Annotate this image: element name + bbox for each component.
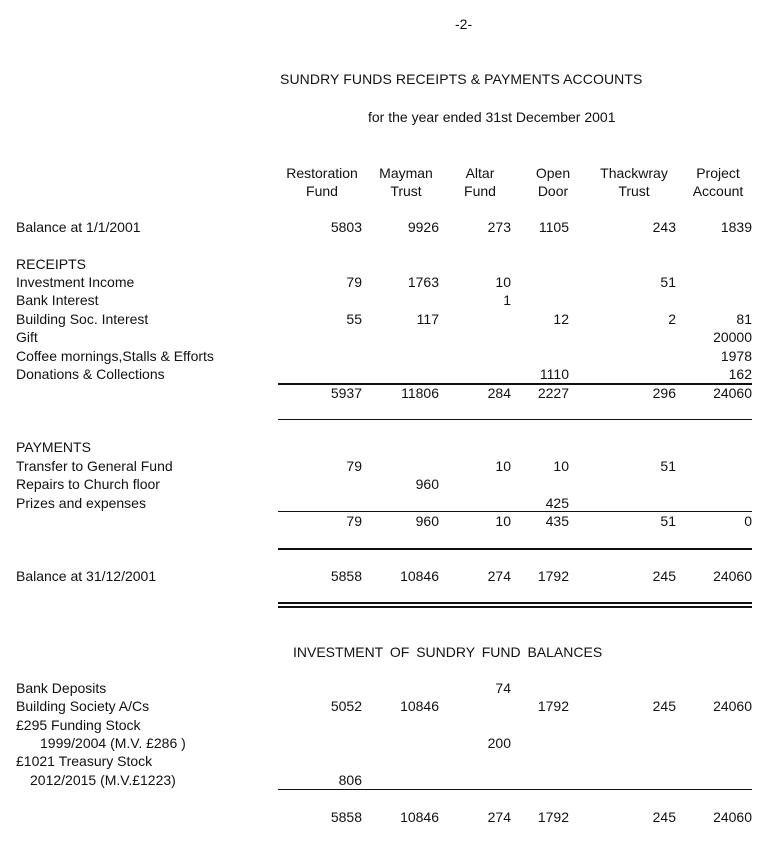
cell-value: 10846 — [400, 568, 439, 584]
cell-value: 1792 — [537, 568, 569, 584]
balance-double-rule-bottom — [278, 606, 752, 608]
cell-value: 274 — [487, 568, 511, 584]
col-header-restoration: Restoration Fund — [286, 165, 358, 199]
cell-value: 12 — [553, 311, 569, 327]
cell-value: 435 — [545, 513, 569, 529]
cell-value: 10846 — [400, 698, 439, 714]
cell-value: 0 — [744, 513, 752, 529]
cell-value: 245 — [652, 568, 676, 584]
row-label: £295 Funding Stock — [16, 717, 141, 733]
cell-value: 1110 — [539, 366, 569, 382]
cell-value: 10 — [495, 274, 511, 290]
cell-value: 2227 — [537, 385, 569, 401]
cell-value: 24060 — [713, 568, 752, 584]
cell-value: 5052 — [330, 698, 362, 714]
cell-value: 24060 — [713, 809, 752, 825]
cell-value: 24060 — [713, 385, 752, 401]
row-label: £1021 Treasury Stock — [16, 753, 153, 769]
cell-value: 806 — [338, 772, 362, 788]
cell-value: 55 — [346, 311, 362, 327]
row-label: Bank Deposits — [16, 680, 107, 696]
cell-value: 274 — [487, 809, 511, 825]
cell-value: 1978 — [720, 348, 752, 364]
cell-value: 79 — [346, 274, 362, 290]
cell-value: 79 — [346, 513, 362, 529]
cell-value: 10 — [495, 513, 511, 529]
cell-value: 20000 — [713, 329, 752, 345]
document-subtitle: for the year ended 31st December 2001 — [368, 109, 616, 125]
row-label: Investment Income — [16, 274, 135, 290]
cell-value: 10846 — [400, 809, 439, 825]
cell-value: 245 — [652, 809, 676, 825]
col-header-thackwray: Thackwray Trust — [600, 165, 668, 199]
row-label: PAYMENTS — [16, 439, 91, 455]
cell-value: 1763 — [407, 274, 439, 290]
cell-value: 51 — [660, 513, 676, 529]
cell-value: 1792 — [537, 809, 569, 825]
cell-value: 273 — [487, 219, 511, 235]
investments-total-rule — [278, 789, 752, 790]
cell-value: 24060 — [713, 698, 752, 714]
receipts-subtotal-rule — [278, 383, 752, 385]
row-label: Building Soc. Interest — [16, 311, 149, 327]
cell-value: 79 — [346, 458, 362, 474]
cell-value: 11806 — [401, 385, 439, 401]
row-label: RECEIPTS — [16, 256, 87, 272]
cell-value: 117 — [416, 311, 439, 327]
row-label: 1999/2004 (M.V. £286 ) — [40, 735, 186, 751]
payments-total-rule — [278, 548, 752, 550]
cell-value: 1 — [503, 292, 511, 308]
cell-value: 960 — [415, 513, 439, 529]
cell-value: 1792 — [537, 698, 569, 714]
investments-heading: INVESTMENT OF SUNDRY FUND BALANCES — [293, 644, 603, 660]
cell-value: 74 — [495, 680, 511, 696]
cell-value: 5937 — [330, 385, 362, 401]
cell-value: 5858 — [330, 809, 362, 825]
row-label: Gift — [16, 329, 38, 345]
cell-value: 245 — [652, 698, 676, 714]
cell-value: 10 — [553, 458, 569, 474]
row-label: Donations & Collections — [16, 366, 165, 382]
cell-value: 10 — [495, 458, 511, 474]
row-label: Prizes and expenses — [16, 495, 146, 511]
cell-value: 162 — [728, 366, 752, 382]
row-label: Coffee mornings,Stalls & Efforts — [16, 348, 214, 364]
document-title: SUNDRY FUNDS RECEIPTS & PAYMENTS ACCOUNTS — [280, 71, 643, 87]
row-label: Balance at 1/1/2001 — [16, 219, 141, 235]
col-header-project: Project Account — [692, 165, 744, 199]
cell-value: 243 — [652, 219, 676, 235]
cell-value: 1105 — [538, 219, 569, 235]
row-label: Bank Interest — [16, 292, 99, 308]
cell-value: 51 — [660, 458, 676, 474]
row-label: 2012/2015 (M.V.£1223) — [30, 772, 176, 788]
cell-value: 1839 — [720, 219, 752, 235]
cell-value: 200 — [487, 735, 511, 751]
cell-value: 960 — [415, 476, 439, 492]
balance-double-rule-top — [278, 602, 752, 604]
cell-value: 9926 — [407, 219, 439, 235]
cell-value: 5858 — [330, 568, 362, 584]
cell-value: 296 — [652, 385, 676, 401]
cell-value: 81 — [736, 311, 752, 327]
cell-value: 51 — [660, 274, 676, 290]
cell-value: 5803 — [330, 219, 362, 235]
col-header-mayman: Mayman Trust — [379, 165, 433, 199]
row-label: Repairs to Church floor — [16, 476, 160, 492]
cell-value: 425 — [545, 495, 569, 511]
row-label: Transfer to General Fund — [16, 458, 173, 474]
page-number: -2- — [455, 16, 473, 32]
row-label: Balance at 31/12/2001 — [16, 568, 157, 584]
col-header-altar: Altar Fund — [464, 165, 496, 199]
cell-value: 284 — [487, 385, 511, 401]
cell-value: 2 — [668, 311, 676, 327]
payments-subtotal-rule — [278, 511, 752, 512]
receipts-total-rule — [278, 419, 752, 420]
col-header-open-door: Open Door — [535, 165, 571, 199]
row-label: Building Society A/Cs — [16, 698, 150, 714]
